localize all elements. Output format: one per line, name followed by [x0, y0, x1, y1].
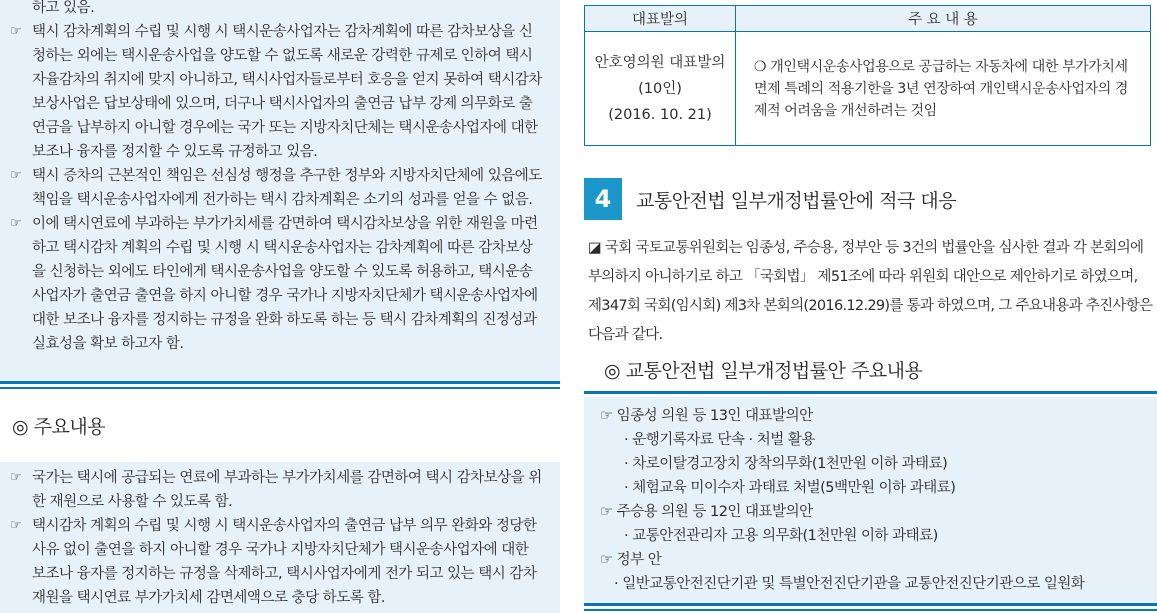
summary-item-head: ☞ 임종성 의원 등 13인 대표발의안	[600, 408, 813, 424]
continuation-text: 하고 있음.	[32, 0, 95, 16]
bullet-item	[10, 466, 544, 514]
bullet-text: 국가는 택시에 공급되는 연료에 부과하는 부가가치세를 감면하여 택시 감차보상을 위한 재원으로 사용할 수 있도록 함.	[32, 470, 542, 510]
bullet-text: 택시 증차의 근본적인 책임은 선심성 행정을 추구한 정부와 지방자치단체에 있음에도 책임을 택시운송사업자에게 전가하는 택시 감차계획은 소기의 성과를 얻을 수 없음.	[32, 168, 542, 208]
bullet-item	[10, 20, 544, 164]
summary-item-head: ☞ 정부 안	[600, 552, 662, 568]
left-top-box	[0, 0, 560, 381]
bill-table	[584, 5, 1151, 146]
pointing-hand-icon: ☞	[10, 24, 22, 39]
pointing-hand-icon: ☞	[10, 470, 22, 485]
summary-item-sub: · 체험교육 미이수자 과태료 처벌(5백만원 이하 과태료)	[624, 480, 956, 496]
section-paragraph: ◪ 국회 국토교통위원회는 임종성, 주승용, 정부안 등 3건의 법률안을 심사한 결과 각 본회의에 부의하지 아니하기로 하고 「국회법」 제51조에 따라 위원회 대안으로 제안하기로 하였으며, 제347회 국회(임시회) 제3차 본회의(2016.12.29)를 통과 하였으며, 그 주요내용과 추진사항은 다음과 같다.	[588, 240, 1153, 343]
summary-item-sub: · 차로이탈경고장치 장착의무화(1천만원 이하 과태료)	[624, 456, 948, 472]
summary-box	[584, 397, 1157, 603]
section-divider	[584, 603, 1157, 611]
bullet-item	[10, 164, 544, 212]
table-header-sponsor: 대표발의	[585, 6, 736, 32]
pointing-hand-icon: ☞	[10, 216, 22, 231]
table-cell-content: ❍ 개인택시운송사업용으로 공급하는 자동차에 대한 부가가치세 면제 특례의 적용기한을 3년 연장하여 개인택시운송사업자의 경제적 어려움을 개선하려는 것임	[736, 32, 1151, 146]
table-cell-sponsor	[585, 32, 736, 146]
summary-item-head: ☞ 주승용 의원 등 12인 대표발의안	[600, 504, 813, 520]
sub-heading: ◎ 교통안전법 일부개정법률안 주요내용	[604, 360, 923, 382]
bullet-text: 택시감차 계획의 수립 및 시행 시 택시운송사업자의 출연금 납부 의무 완화와 정당한 사유 없이 출연을 하지 아니할 경우 국가나 지방자치단체가 택시운송사업자에 대한 보조나 융자를 정지하는 규정을 삭제하고, 택시사업자에게 전가 되고 있는 택시 감차 재원을 택시연료 부가가치세 감면세액으로 충당 하도록 함.	[32, 518, 537, 606]
pointing-hand-icon: ☞	[10, 518, 22, 533]
summary-item-sub: · 운행기록자료 단속 · 처벌 활용	[624, 432, 815, 448]
bullet-item	[10, 514, 544, 610]
table-header-content: 주 요 내 용	[736, 6, 1151, 32]
summary-item-sub: · 일반교통안전진단기관 및 특별안전진단기관을 교통안전진단기관으로 일원화	[614, 576, 1085, 592]
pointing-hand-icon: ☞	[10, 168, 22, 183]
section-divider	[0, 381, 560, 389]
bullet-text: 택시 감차계획의 수립 및 시행 시 택시운송사업자는 감차계획에 따른 감차보상을 신청하는 외에는 택시운송사업을 양도할 수 없도록 새로운 강력한 규제로 인하여 택시자율감차의 취지에 맞지 아니하고, 택시사업자들로부터 호응을 얻지 못하여 택시감차보상사업은 답보상태에 있으며, 더구나 택시사업자의 출연금 납부 강제 의무화로 출연금을 납부하지 아니할 경우에는 국가 또는 지방자치단체는 택시운송사업자에 대한 보조나 융자를 정지할 수 있도록 규정하고 있음.	[32, 24, 542, 160]
bullet-item	[10, 212, 544, 356]
summary-item-sub: · 교통안전관리자 고용 의무화(1천만원 이하 과태료)	[624, 528, 938, 544]
bullet-text: 이에 택시연료에 부과하는 부가가치세를 감면하여 택시감차보상을 위한 재원을 마련하고 택시감차 계획의 수립 및 시행 시 택시운송사업자는 감차계획에 따른 감차보상을 신청하는 외에도 타인에게 택시운송사업을 양도할 수 있도록 허용하고, 택시운송사업자가 출연금 출연을 하지 아니할 경우 국가나 지방자치단체가 택시운송사업자에 대한 보조나 융자를 정지하는 규정을 완화 하도록 하는 등 택시 감차계획의 진정성과 실효성을 확보 하고자 함.	[32, 216, 538, 352]
sponsor-name: 안호영의원 대표발의	[594, 54, 726, 71]
section-number-badge: 4	[584, 178, 622, 220]
sponsor-date: (2016. 10. 21)	[608, 106, 712, 123]
left-bottom-box	[0, 462, 560, 613]
section-heading: 교통안전법 일부개정법률안에 적극 대응	[636, 190, 957, 212]
section-title: ◎ 주요내용	[12, 416, 106, 438]
sponsor-count: (10인)	[638, 80, 682, 97]
